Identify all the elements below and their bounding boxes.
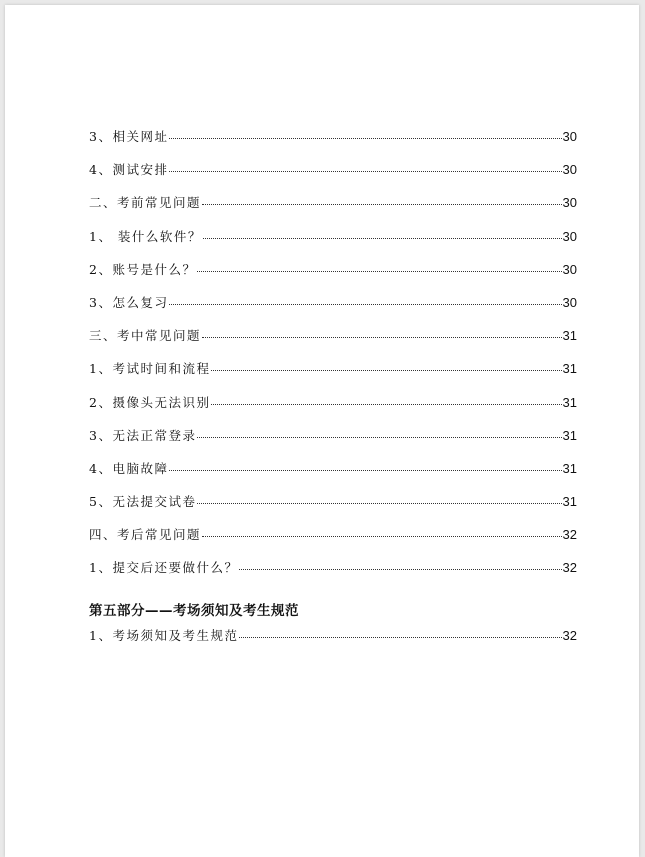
dot-leader	[211, 403, 561, 405]
dot-leader	[239, 636, 561, 638]
toc-entry[interactable]	[89, 359, 577, 392]
toc-entry[interactable]	[89, 492, 577, 525]
toc-entry[interactable]	[89, 193, 577, 226]
toc-entry[interactable]	[89, 426, 577, 459]
dot-leader	[203, 237, 562, 239]
toc-entry-page: 30	[562, 162, 577, 178]
toc-entry-label: 3、怎么复习	[89, 294, 169, 310]
dot-leader	[197, 270, 561, 272]
toc-entry-page: 31	[562, 427, 577, 443]
toc-entry-label: 3、相关网址	[89, 129, 169, 144]
toc-entry-label: 1、考试时间和流程	[89, 361, 211, 377]
dot-leader	[197, 502, 561, 504]
toc-entry-page: 32	[562, 627, 577, 643]
toc-entry-page: 30	[562, 261, 577, 277]
toc-entry[interactable]	[89, 127, 577, 160]
toc-entry-label: 1、考场须知及考生规范	[89, 627, 239, 643]
toc-entry-label: 3、无法正常登录	[89, 427, 197, 443]
toc-entry-page: 30	[562, 129, 577, 144]
toc-entry[interactable]	[89, 227, 577, 260]
dot-leader	[169, 303, 561, 305]
toc-entry-page: 31	[562, 394, 577, 410]
dot-leader	[239, 568, 561, 570]
dot-leader	[211, 369, 561, 371]
toc-entry[interactable]	[89, 558, 577, 591]
toc-entry[interactable]	[89, 326, 577, 359]
dot-leader	[169, 469, 561, 471]
toc-entry[interactable]	[89, 260, 577, 293]
toc-entry-label: 三、考中常见问题	[89, 328, 202, 344]
toc-entry-label: 二、考前常见问题	[89, 195, 202, 211]
toc-section-heading[interactable]: 第五部分——考场须知及考生规范	[89, 602, 299, 619]
toc-entry-page: 30	[562, 228, 577, 244]
toc-entry-label: 1、提交后还要做什么？	[89, 560, 239, 576]
toc-entry-label: 4、测试安排	[89, 162, 169, 178]
toc-entry[interactable]	[89, 293, 577, 326]
toc-entry-page: 30	[562, 195, 577, 211]
toc-entry-page: 32	[562, 560, 577, 576]
dot-leader	[202, 336, 562, 338]
dot-leader	[202, 535, 562, 537]
toc-entry[interactable]	[89, 393, 577, 426]
toc-entry-page: 31	[562, 460, 577, 476]
dot-leader	[197, 436, 561, 438]
toc-entry[interactable]	[89, 160, 577, 193]
toc-entry-label: 5、无法提交试卷	[89, 494, 197, 510]
toc-entry-page: 30	[562, 294, 577, 310]
toc-entry-page: 31	[562, 361, 577, 377]
toc-entry[interactable]	[89, 626, 577, 659]
dot-leader	[169, 137, 561, 139]
dot-leader	[169, 170, 561, 172]
toc-entry-label: 4、电脑故障	[89, 460, 169, 476]
toc-entry-page: 31	[562, 328, 577, 344]
toc-entry-label: 1、 装什么软件？	[89, 228, 202, 244]
toc-entry-page: 31	[562, 494, 577, 510]
toc-entry-label: 2、摄像头无法识别	[89, 394, 211, 410]
toc-entry[interactable]	[89, 459, 577, 492]
toc-entry[interactable]	[89, 525, 577, 558]
document-page	[5, 5, 639, 857]
table-of-contents	[89, 127, 577, 659]
dot-leader	[202, 203, 562, 205]
toc-entry-label: 2、账号是什么？	[89, 261, 197, 277]
toc-entry-label: 四、考后常见问题	[89, 527, 202, 543]
toc-entry-page: 32	[562, 527, 577, 543]
